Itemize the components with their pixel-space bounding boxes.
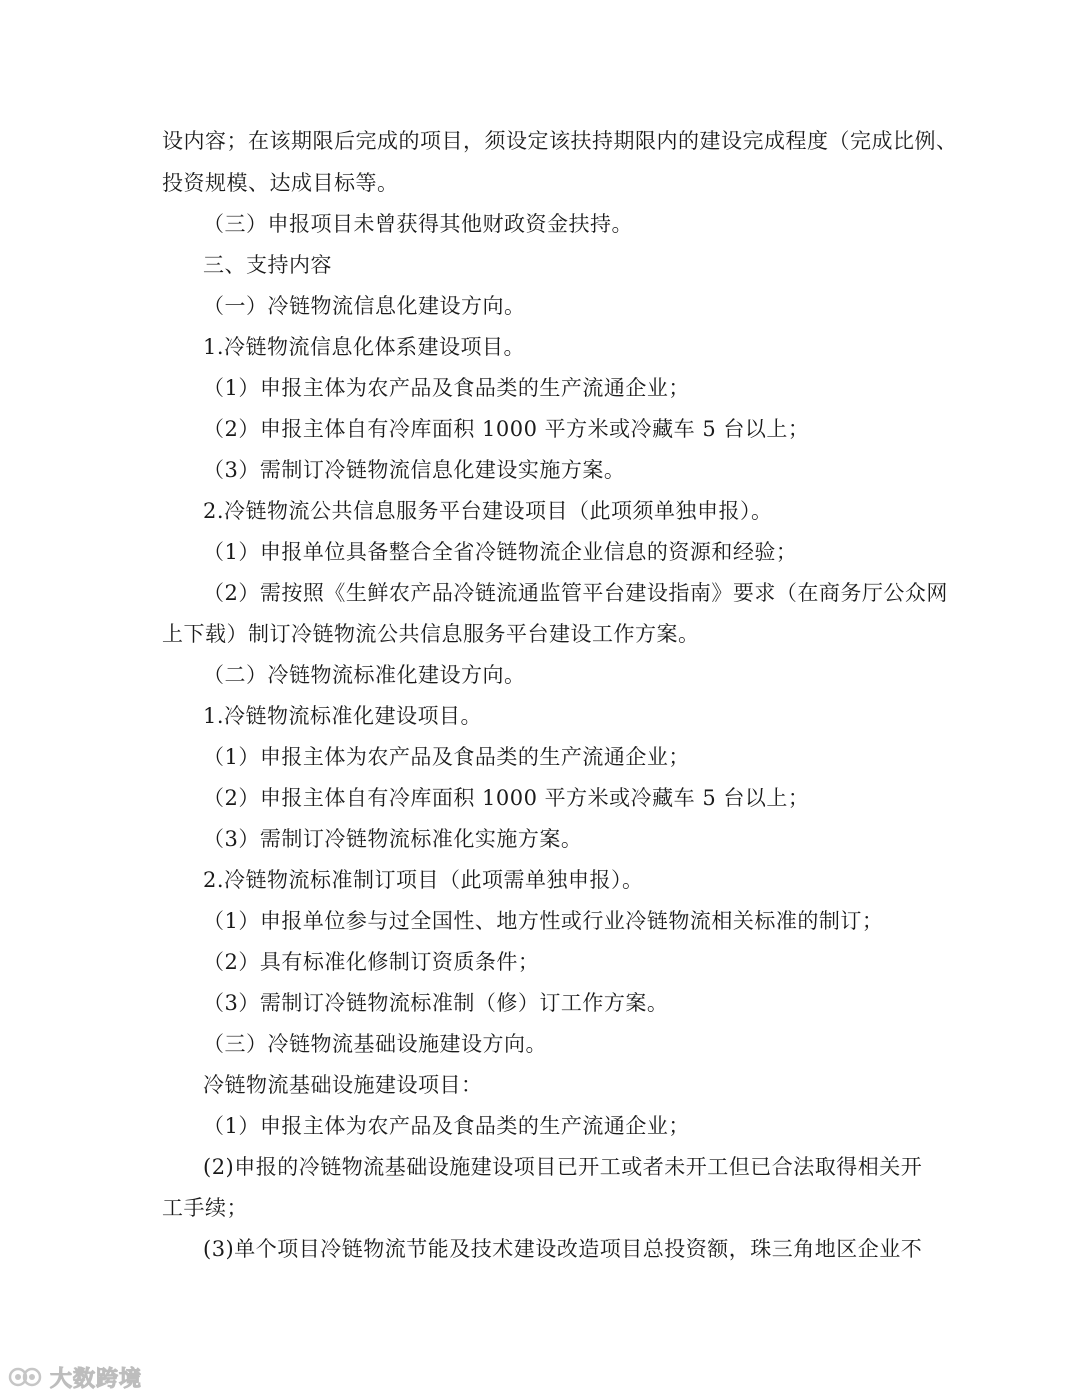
text-line: 冷链物流基础设施建设项目： xyxy=(203,1073,483,1097)
text-line: （一）冷链物流信息化建设方向。 xyxy=(203,294,526,318)
text-line: 2.冷链物流标准制订项目（此项需单独申报）。 xyxy=(203,868,644,892)
text-line: 2.冷链物流公共信息服务平台建设项目（此项须单独申报）。 xyxy=(203,499,773,523)
text-line: （2）需按照《生鲜农产品冷链流通监管平台建设指南》要求（在商务厅公众网 xyxy=(203,581,948,605)
text-line: 上下载）制订冷链物流公共信息服务平台建设工作方案。 xyxy=(162,622,700,646)
text-line: （1）申报主体为农产品及食品类的生产流通企业； xyxy=(203,1114,690,1138)
watermark-text: 大数跨境 xyxy=(50,1366,143,1392)
text-line: （1）申报单位具备整合全省冷链物流企业信息的资源和经验； xyxy=(203,540,798,564)
watermark xyxy=(8,1362,142,1392)
text-line: 设内容；在该期限后完成的项目，须设定该扶持期限内的建设完成程度（完成比例、 xyxy=(162,129,958,153)
brand-logo-icon xyxy=(8,1364,46,1390)
text-line: （二）冷链物流标准化建设方向。 xyxy=(203,663,526,687)
text-line: 1.冷链物流标准化建设项目。 xyxy=(203,704,483,728)
text-line: 工手续； xyxy=(162,1196,248,1220)
text-line: （2）具有标准化修制订资质条件； xyxy=(203,950,540,974)
section-heading: 三、支持内容 xyxy=(203,253,332,277)
text-line: （3）需制订冷链物流标准化实施方案。 xyxy=(203,827,583,851)
text-line: （2）申报主体自有冷库面积 1000 平方米或冷藏车 5 台以上； xyxy=(203,417,810,441)
text-line: 投资规模、达成目标等。 xyxy=(162,171,399,195)
text-line: （1）申报主体为农产品及食品类的生产流通企业； xyxy=(203,745,690,769)
text-line: （1）申报主体为农产品及食品类的生产流通企业； xyxy=(203,376,690,400)
text-line: （1）申报单位参与过全国性、地方性或行业冷链物流相关标准的制订； xyxy=(203,909,884,933)
text-line: （2）申报主体自有冷库面积 1000 平方米或冷藏车 5 台以上； xyxy=(203,786,810,810)
text-line: （三）冷链物流基础设施建设方向。 xyxy=(203,1032,547,1056)
text-line: （3）需制订冷链物流标准制（修）订工作方案。 xyxy=(203,991,669,1015)
text-line: （3）需制订冷链物流信息化建设实施方案。 xyxy=(203,458,626,482)
text-line: 1.冷链物流信息化体系建设项目。 xyxy=(203,335,526,359)
text-line: (3)单个项目冷链物流节能及技术建设改造项目总投资额，珠三角地区企业不 xyxy=(203,1237,923,1261)
text-line: （三）申报项目未曾获得其他财政资金扶持。 xyxy=(203,212,633,236)
text-line: (2)申报的冷链物流基础设施建设项目已开工或者未开工但已合法取得相关开 xyxy=(203,1155,923,1179)
